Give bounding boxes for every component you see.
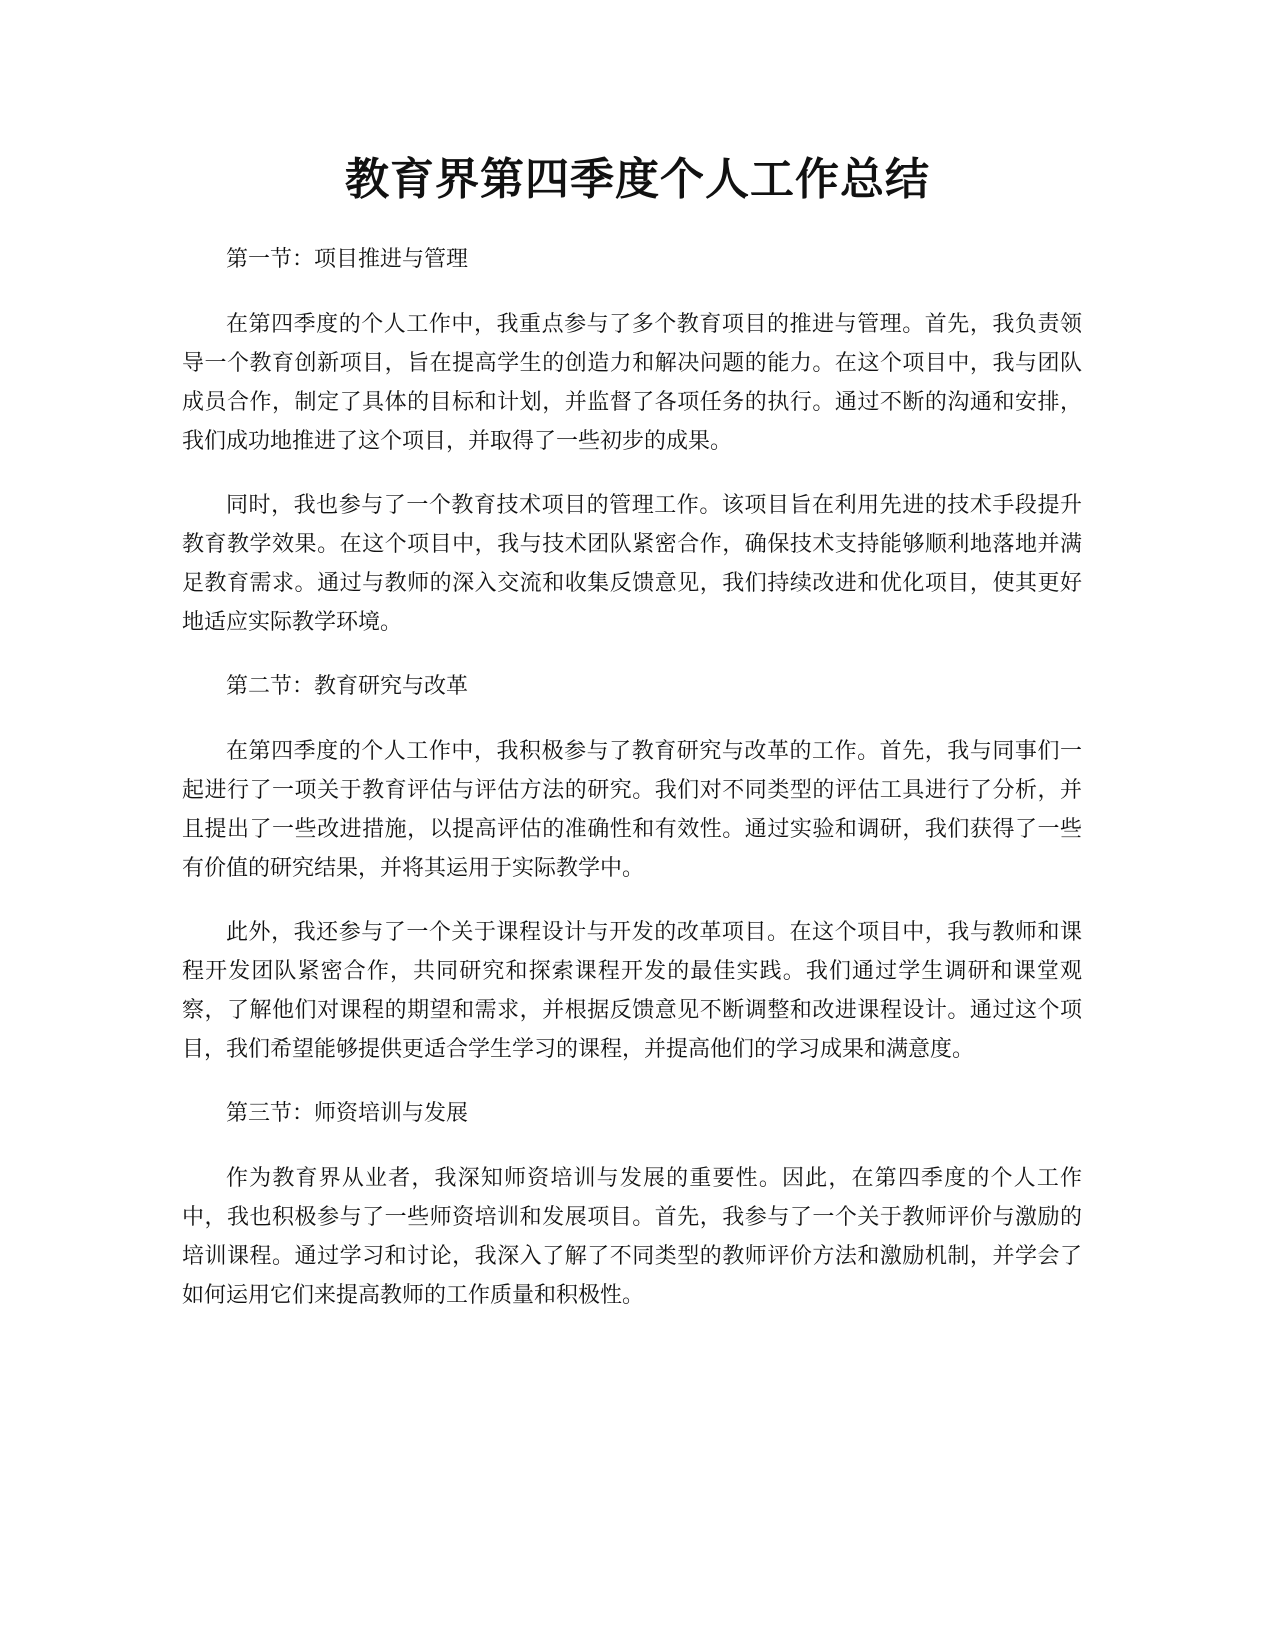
document-body <box>182 240 1082 1340</box>
section-heading-1: 第一节：项目推进与管理 <box>226 247 469 272</box>
section-heading-2: 第二节：教育研究与改革 <box>226 674 469 699</box>
section-heading-3: 第三节：师资培训与发展 <box>226 1101 469 1126</box>
paragraph: 在第四季度的个人工作中，我重点参与了多个教育项目的推进与管理。首先，我负责领导一个教育创新项目，旨在提高学生的创造力和解决问题的能力。在这个项目中，我与团队成员合作，制定了具体的目标和计划，并监督了各项任务的执行。通过不断的沟通和安排，我们成功地推进了这个项目，并取得了一些初步的成果。 <box>182 312 1082 454</box>
paragraph: 在第四季度的个人工作中，我积极参与了教育研究与改革的工作。首先，我与同事们一起进行了一项关于教育评估与评估方法的研究。我们对不同类型的评估工具进行了分析，并且提出了一些改进措施，以提高评估的准确性和有效性。通过实验和调研，我们获得了一些有价值的研究结果，并将其运用于实际教学中。 <box>182 739 1082 881</box>
paragraph: 同时，我也参与了一个教育技术项目的管理工作。该项目旨在利用先进的技术手段提升教育教学效果。在这个项目中，我与技术团队紧密合作，确保技术支持能够顺利地落地并满足教育需求。通过与教师的深入交流和收集反馈意见，我们持续改进和优化项目，使其更好地适应实际教学环境。 <box>182 493 1082 635</box>
paragraph: 作为教育界从业者，我深知师资培训与发展的重要性。因此，在第四季度的个人工作中，我也积极参与了一些师资培训和发展项目。首先，我参与了一个关于教师评价与激励的培训课程。通过学习和讨论，我深入了解了不同类型的教师评价方法和激励机制，并学会了如何运用它们来提高教师的工作质量和积极性。 <box>182 1166 1082 1308</box>
document-title: 教育界第四季度个人工作总结 <box>345 154 930 205</box>
paragraph: 此外，我还参与了一个关于课程设计与开发的改革项目。在这个项目中，我与教师和课程开发团队紧密合作，共同研究和探索课程开发的最佳实践。我们通过学生调研和课堂观察，了解他们对课程的期望和需求，并根据反馈意见不断调整和改进课程设计。通过这个项目，我们希望能够提供更适合学生学习的课程，并提高他们的学习成果和满意度。 <box>182 920 1082 1062</box>
